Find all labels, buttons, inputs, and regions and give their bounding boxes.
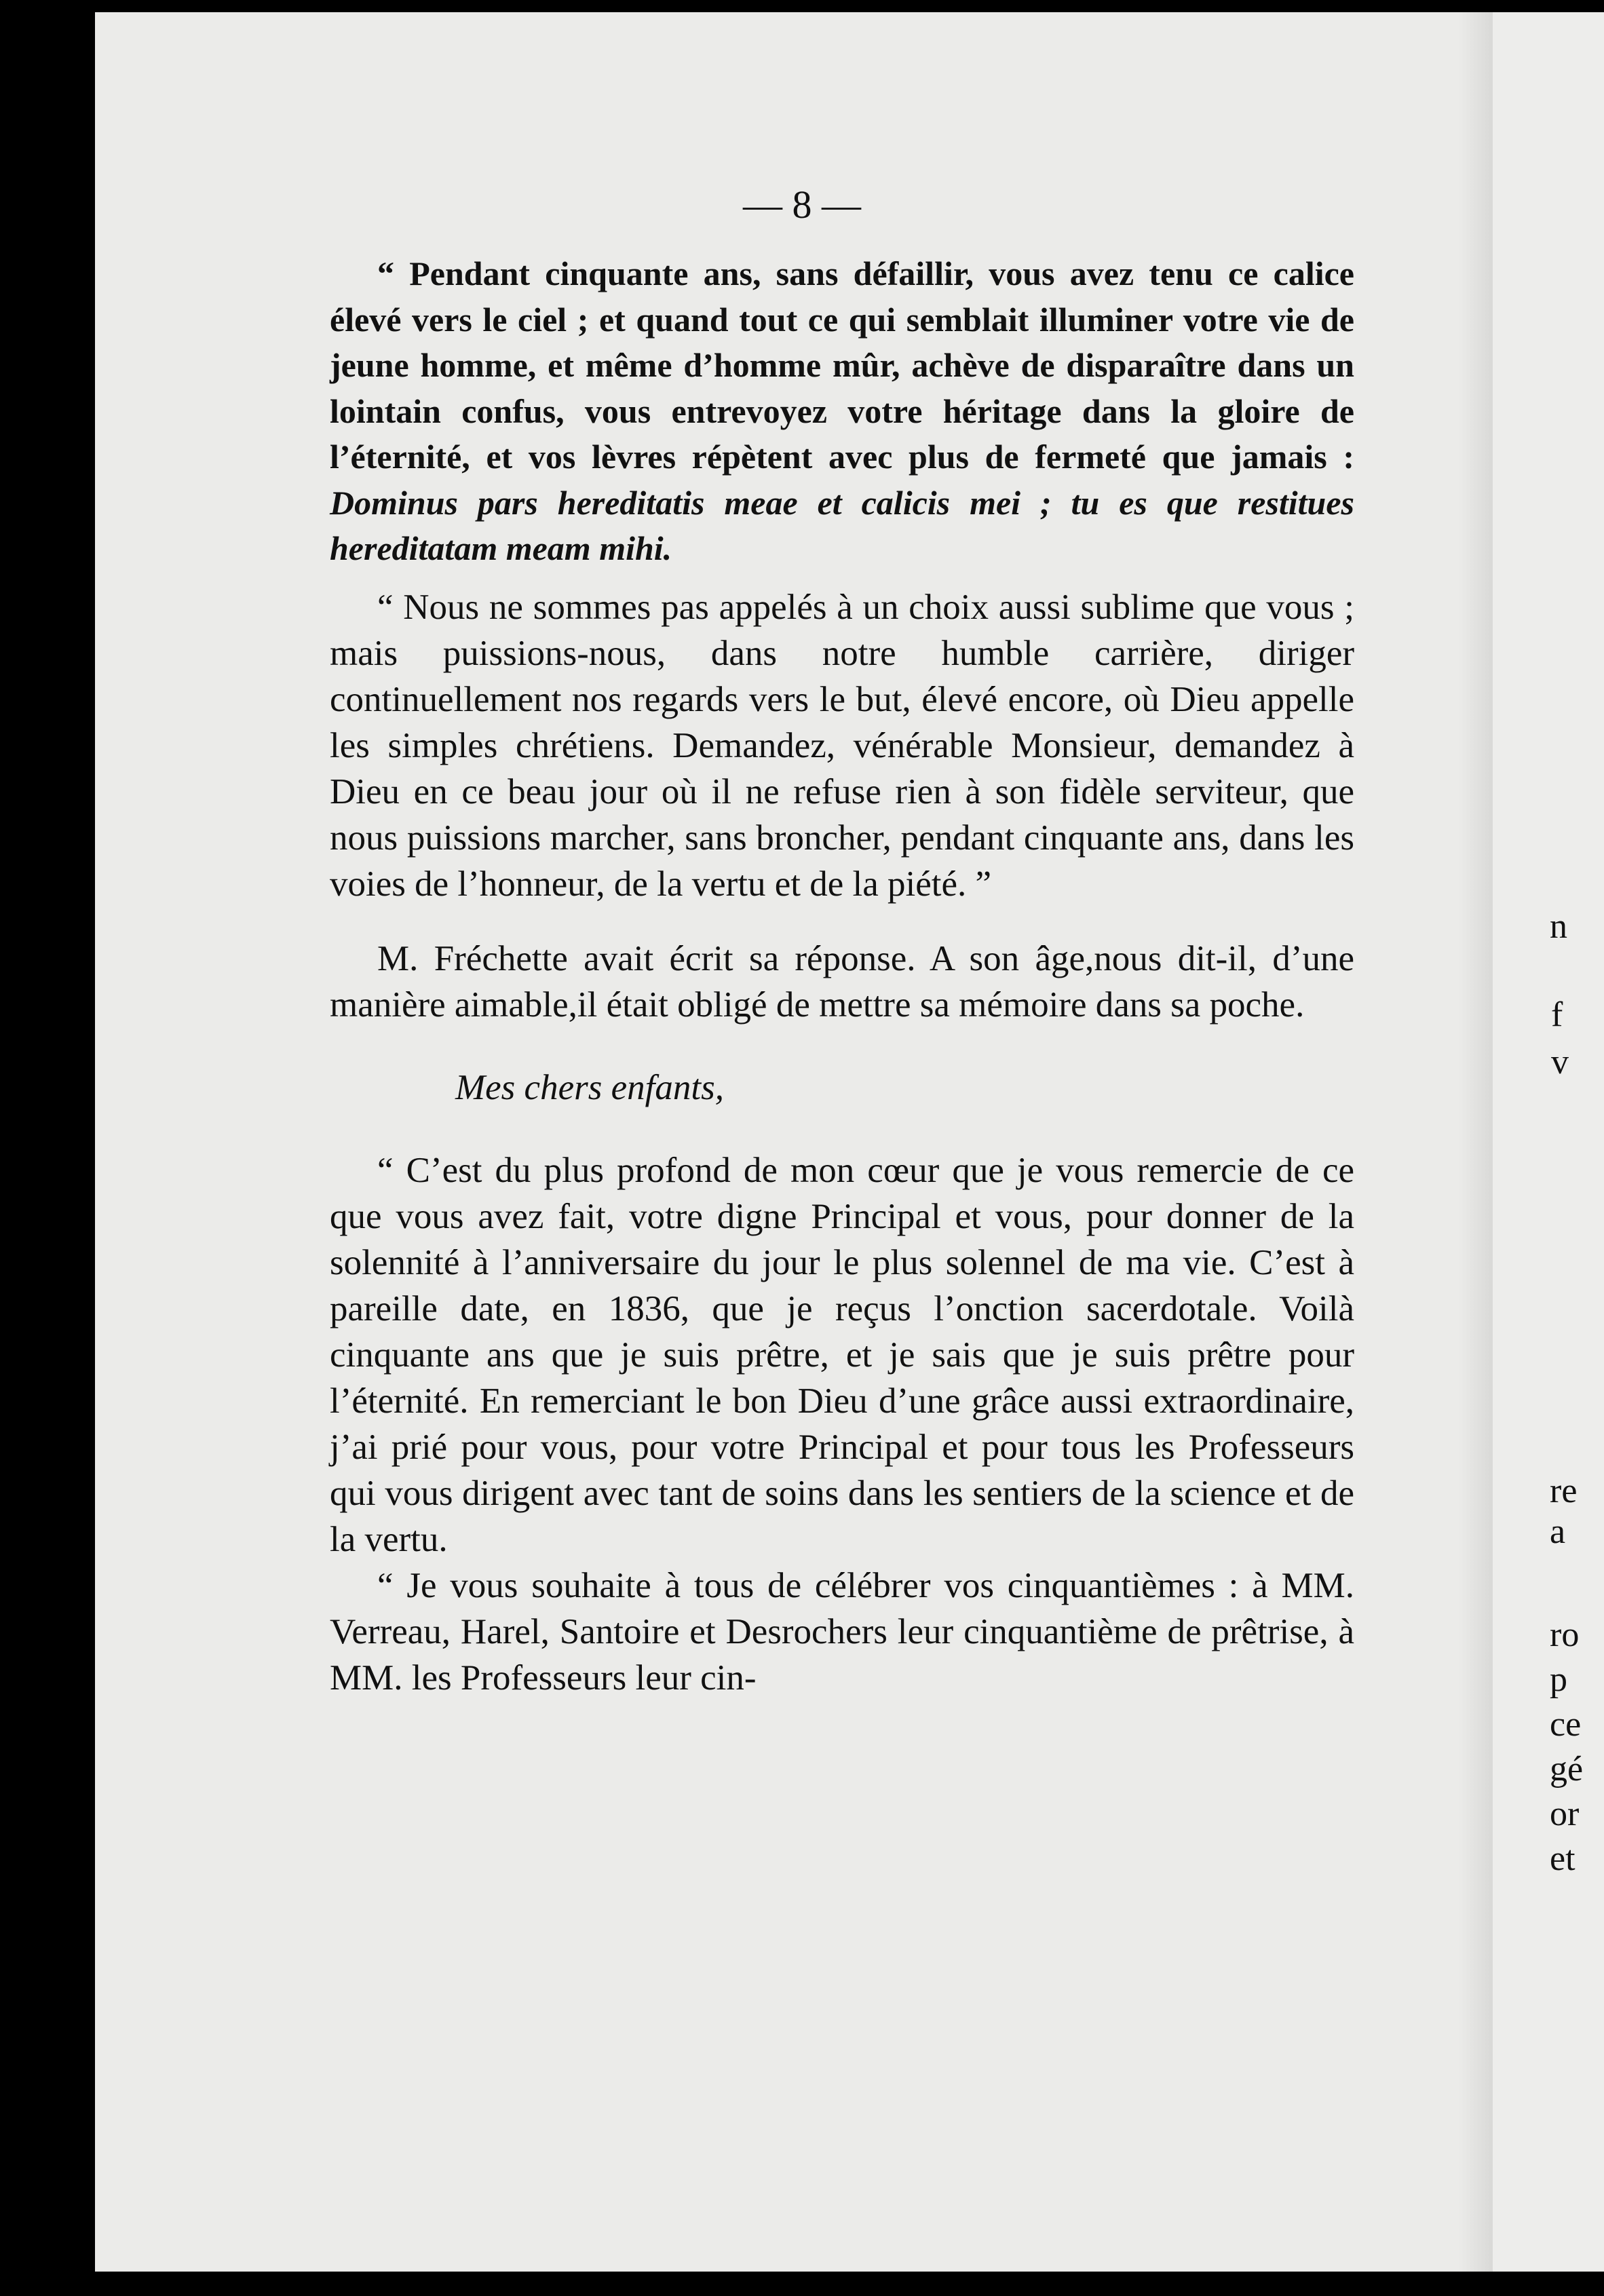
facing-fragment: f (1551, 995, 1563, 1034)
facing-fragment: re (1550, 1472, 1578, 1510)
facing-page-edge (1493, 12, 1604, 2272)
page-number: — 8 — (743, 183, 861, 227)
paragraph: “ Je vous souhaite à tous de célébrer vos cinquantièmes : à MM. Verreau, Harel, Santoire et Desrochers leur cinquantième de prêtrise, à MM. les Professeurs leur cin- (330, 1565, 1354, 1698)
facing-fragment: a (1550, 1512, 1566, 1551)
paragraph: “ C’est du plus profond de mon cœur que je vous remercie de ce que vous avez fait, votre digne Principal et vous, pour donner de la solennité à l’anniversaire du jour le plus solennel de ma vie. C’est à pareille date, en 1836, que je reçus l’onction sacerdotale. Voilà cinquante ans que je suis prêtre, et je sais que je suis prêtre pour l’éternité. En remerciant le bon Dieu d’une grâce aussi extraordinaire, j’ai prié pour vous, pour votre Principal et pour tous les Professeurs qui vous dirigent avec tant de soins dans les sentiers de la science et de la vertu. (330, 1150, 1354, 1559)
paragraph (330, 251, 1354, 572)
facing-fragment: ce (1550, 1705, 1582, 1744)
facing-fragment: v (1551, 1043, 1569, 1082)
paragraph: “ Nous ne sommes pas appelés à un choix aussi sublime que vous ; mais puissions-nous, dans notre humble carrière, diriger continuellement nos regards vers le but, élevé encore, où Dieu appelle les simples chrétiens. Demandez, vénérable Monsieur, demandez à Dieu en ce beau jour où il ne refuse rien à son fidèle serviteur, que nous puissions marcher, sans broncher, pendant cinquante ans, dans les voies de l’honneur, de la vertu et de la piété. ” (330, 587, 1354, 904)
facing-fragment: or (1550, 1795, 1580, 1833)
bold-quote-block (330, 251, 1354, 1701)
paragraph: M. Fréchette avait écrit sa réponse. A son âge,nous dit-il, d’une manière aimable,il était obligé de mettre sa mémoire dans sa poche. (330, 938, 1354, 1025)
facing-fragment: ro (1550, 1615, 1580, 1654)
salutation: Mes chers enfants, (455, 1067, 724, 1107)
page-gutter (1459, 12, 1493, 2272)
facing-fragment: n (1550, 907, 1567, 946)
facing-fragment: gé (1550, 1750, 1584, 1788)
latin-quote: Dominus pars hereditatis meae et calicis mei ; tu es que restitues hereditatam meam mihi. (330, 483, 1354, 567)
facing-fragment: et (1550, 1839, 1576, 1878)
paragraph-text: “ Pendant cinquante ans, sans défaillir, vous avez tenu ce calice élevé vers le ciel ; et quand tout ce qui semblait illuminer votre vie de jeune homme, et même d’homme mûr, achève de disparaître dans un lointain confus, vous entrevoyez votre héritage dans la gloire de l’éternité, et vos lèvres répètent avec plus de fermeté que jamais : (330, 254, 1354, 476)
scan-border (0, 2272, 1604, 2296)
facing-fragment: p (1550, 1660, 1567, 1699)
